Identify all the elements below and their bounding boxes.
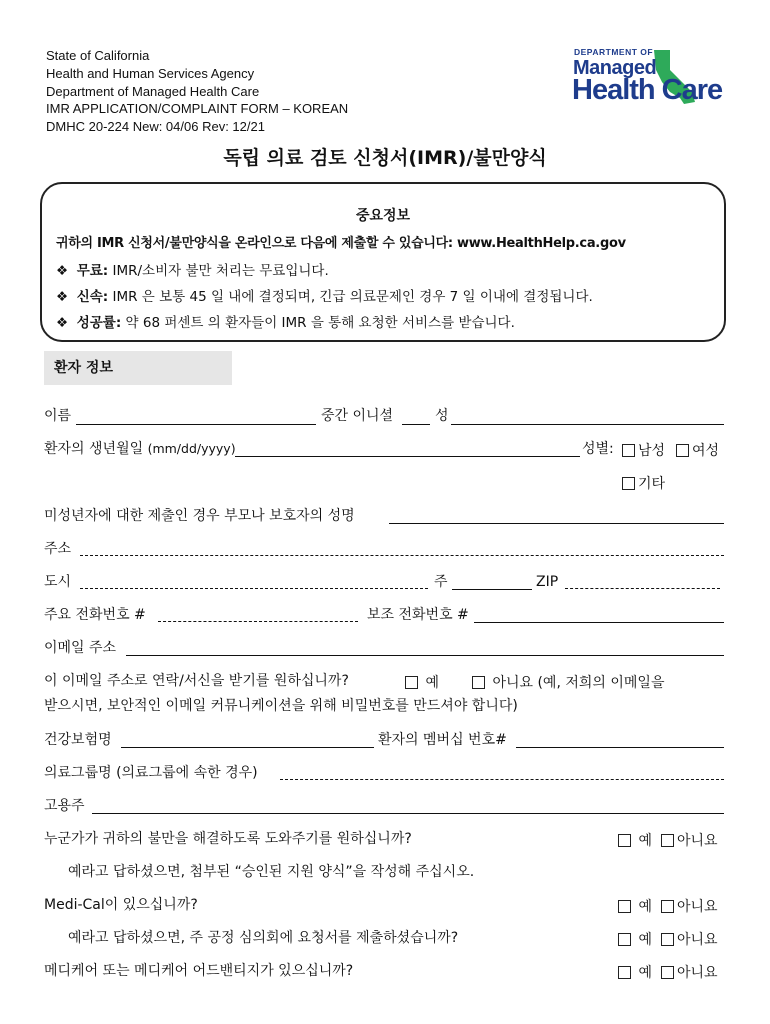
last-name-label: 성 [435,408,449,424]
email-field[interactable] [126,655,724,656]
header-state: State of California [46,48,150,63]
address-field[interactable] [80,555,724,556]
question-help-no[interactable]: 아니요 [661,830,718,850]
question-state-hearing-yes[interactable]: 예 [618,929,652,949]
guardian-label: 미성년자에 대한 제출인 경우 부모나 보호자의 성명 [44,508,355,524]
city-label: 도시 [44,574,72,590]
email-contact-question: 이 이메일 주소로 연락/서신을 받기를 원하십니까? [44,673,349,689]
gender-female-option[interactable]: 여성 [676,440,719,460]
question-medicare: 메디케어 또는 메디케어 어드밴티지가 있으십니까? [44,963,354,979]
state-label: 주 [434,574,448,590]
info-box-online-line: 귀하의 IMR 신청서/불만양식을 온라인으로 다음에 제출할 수 있습니다: www.HealthHelp.ca.gov [56,236,626,251]
checkbox[interactable] [618,933,631,946]
checkbox[interactable] [622,477,635,490]
email-contact-yes[interactable]: 예 [405,672,439,692]
info-bullet-success: ❖ 성공률: 약 68 퍼센트 의 환자들이 IMR 을 통해 요청한 서비스를 받습니다. [56,315,515,331]
question-medi-cal-no[interactable]: 아니요 [661,896,718,916]
logo-text-top: DEPARTMENT OF [574,47,654,57]
question-state-hearing: 예라고 답하셨으면, 주 공정 심의회에 요청서를 제출하셨습니까? [68,930,459,946]
question-medi-cal: Medi-Cal이 있으십니까? [44,897,198,913]
checkbox[interactable] [661,966,674,979]
member-id-label: 환자의 멤버십 번호# [378,732,507,748]
question-medi-cal-yes[interactable]: 예 [618,896,652,916]
primary-phone-field[interactable] [158,621,358,622]
primary-phone-label: 주요 전화번호 # [44,607,146,623]
question-medicare-yes[interactable]: 예 [618,962,652,982]
city-field[interactable] [80,588,428,589]
medical-group-field[interactable] [280,779,724,780]
question-help-note: 예라고 답하셨으면, 첨부된 “승인된 지원 양식”을 작성해 주십시오. [68,864,475,880]
dob-label: 환자의 생년월일 (mm/dd/yyyy) [44,441,236,457]
diamond-bullet-icon: ❖ [56,289,69,305]
member-id-field[interactable] [516,747,724,748]
dob-field[interactable] [235,456,580,457]
first-name-field[interactable] [76,424,316,425]
email-contact-note: 받으시면, 보안적인 이메일 커뮤니케이션을 위해 비밀번호를 만드셔야 합니다) [44,698,518,714]
checkbox[interactable] [661,834,674,847]
health-plan-label: 건강보험명 [44,732,112,748]
medical-group-label: 의료그룹명 (의료그룹에 속한 경우) [44,765,258,781]
address-label: 주소 [44,541,72,557]
checkbox[interactable] [661,933,674,946]
question-medicare-no[interactable]: 아니요 [661,962,718,982]
zip-label: ZIP [536,574,559,590]
email-contact-no[interactable]: 아니요 (예, 저희의 이메일을 [472,672,664,692]
guardian-field[interactable] [389,523,724,524]
gender-male-option[interactable]: 남성 [622,440,665,460]
health-plan-field[interactable] [121,747,374,748]
checkbox[interactable] [472,676,485,689]
header-form-name: IMR APPLICATION/COMPLAINT FORM – KOREAN [46,101,349,116]
gender-label: 성별: [582,441,614,457]
employer-label: 고용주 [44,798,85,814]
info-bullet-fast: ❖ 신속: IMR 은 보통 45 일 내에 결정되며, 긴급 의료문제인 경우 7 일 이내에 결정됩니다. [56,289,593,305]
last-name-field[interactable] [451,424,724,425]
middle-initial-field[interactable] [402,424,430,425]
diamond-bullet-icon: ❖ [56,315,69,331]
checkbox[interactable] [676,444,689,457]
checkbox[interactable] [618,834,631,847]
checkbox[interactable] [622,444,635,457]
middle-initial-label: 중간 이니셜 [321,408,394,424]
checkbox[interactable] [618,966,631,979]
info-bullet-free: ❖ 무료: IMR/소비자 불만 처리는 무료입니다. [56,263,329,279]
question-help: 누군가가 귀하의 불만을 해결하도록 도와주기를 원하십니까? [44,831,412,847]
checkbox[interactable] [661,900,674,913]
logo-text-bottom: Health Care [572,74,723,106]
page-title: 독립 의료 검토 신청서(IMR)/불만양식 [223,147,547,169]
header-department: Department of Managed Health Care [46,84,260,99]
checkbox[interactable] [618,900,631,913]
employer-field[interactable] [92,813,724,814]
secondary-phone-label: 보조 전화번호 # [367,607,469,623]
state-field[interactable] [452,589,532,590]
section-title-patient-info: 환자 정보 [44,351,232,385]
gender-other-option[interactable]: 기타 [622,473,665,493]
zip-field[interactable] [565,588,720,589]
diamond-bullet-icon: ❖ [56,263,69,279]
header-agency: Health and Human Services Agency [46,66,255,81]
checkbox[interactable] [405,676,418,689]
email-label: 이메일 주소 [44,640,117,656]
logo-text-middle: Managed [573,57,657,79]
question-state-hearing-no[interactable]: 아니요 [661,929,718,949]
question-help-yes[interactable]: 예 [618,830,652,850]
first-name-label: 이름 [44,408,72,424]
secondary-phone-field[interactable] [474,622,724,623]
header-form-id: DMHC 20-224 New: 04/06 Rev: 12/21 [46,119,265,134]
info-box-title: 중요정보 [355,208,411,224]
